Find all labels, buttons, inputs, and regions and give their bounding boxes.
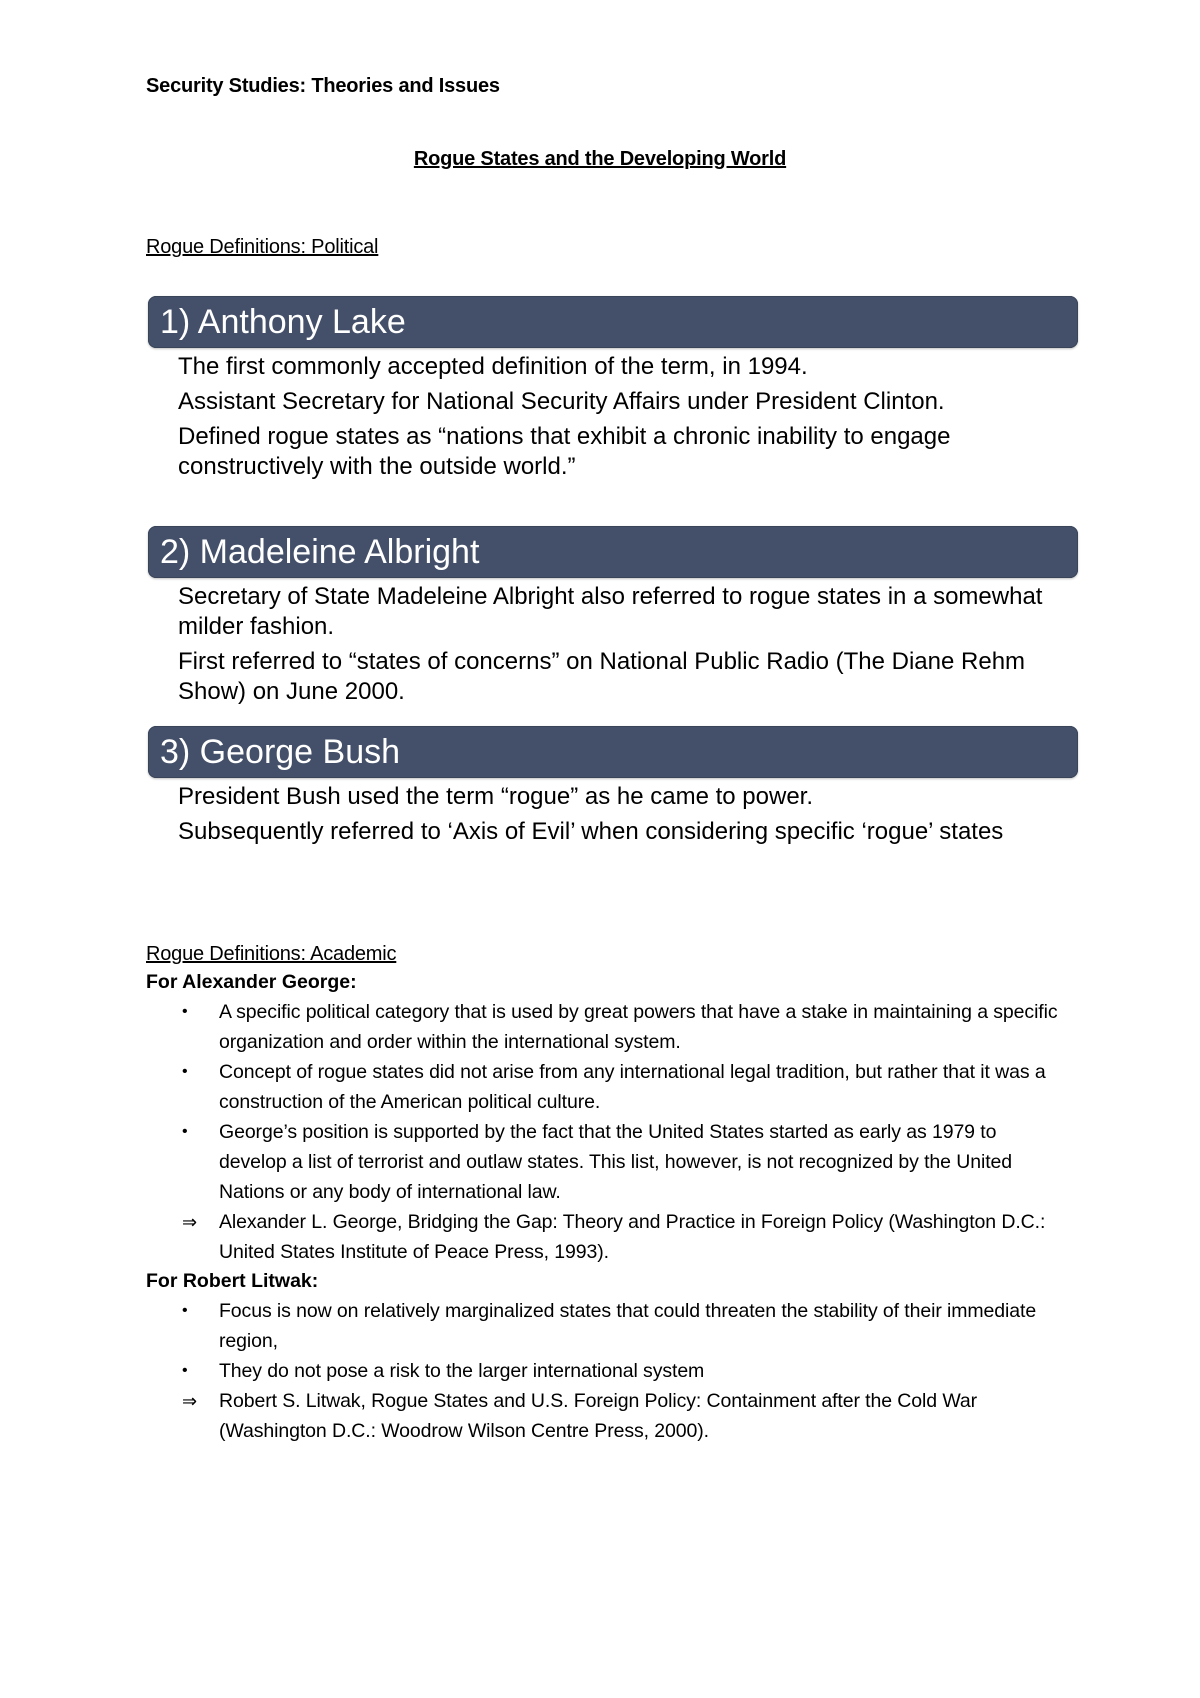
list-item-text: Concept of rogue states did not arise from any international legal tradition, but rather that it was a construction of the American political culture.	[219, 1061, 1046, 1113]
list-item	[146, 1207, 1066, 1267]
section-heading-political: Rogue Definitions: Political	[146, 236, 379, 258]
block-item: The first commonly accepted definition of the term, in 1994.	[178, 353, 808, 380]
author-label: For Alexander George:	[146, 971, 357, 993]
author-label: For Robert Litwak:	[146, 1270, 319, 1292]
list-item	[146, 997, 1066, 1057]
bullet-icon: •	[182, 1362, 188, 1379]
definition-block-lake	[148, 296, 1078, 487]
academic-section	[146, 940, 1066, 1446]
section-heading-academic: Rogue Definitions: Academic	[146, 943, 397, 965]
author-points-list	[146, 1296, 1066, 1446]
bullet-icon: •	[182, 1302, 188, 1319]
list-item-text: A specific political category that is used by great powers that have a stake in maintaining a specific organization and order within the international system.	[219, 1001, 1058, 1053]
block-item: President Bush used the term “rogue” as he came to power.	[178, 783, 814, 810]
arrow-icon: ⇒	[182, 1391, 197, 1411]
bullet-icon: •	[182, 1063, 188, 1080]
list-item-text: They do not pose a risk to the larger international system	[219, 1360, 705, 1382]
document-title: Rogue States and the Developing World	[413, 148, 787, 170]
bullet-icon: •	[182, 1123, 188, 1140]
definition-block-bush	[148, 726, 1078, 852]
list-item	[146, 1117, 1066, 1207]
block-title-banner: 2) Madeleine Albright	[148, 526, 1078, 578]
list-item-text: George’s position is supported by the fact that the United States started as early as 1979 to develop a list of terrorist and outlaw states. This list, however, is not recognized by the United Nations or any body of international law.	[219, 1121, 1013, 1203]
list-item	[146, 1296, 1066, 1356]
block-item: First referred to “states of concerns” on National Public Radio (The Diane Rehm Show) on June 2000.	[178, 648, 1026, 705]
block-item: Secretary of State Madeleine Albright also referred to rogue states in a somewhat milder fashion.	[178, 583, 1043, 640]
document-header: Security Studies: Theories and Issues	[146, 75, 500, 97]
block-item: Subsequently referred to ‘Axis of Evil’ when considering specific ‘rogue’ states	[178, 818, 1004, 845]
block-item: Assistant Secretary for National Security Affairs under President Clinton.	[178, 388, 945, 415]
list-item	[146, 1057, 1066, 1117]
list-item-text: Alexander L. George, Bridging the Gap: Theory and Practice in Foreign Policy (Washington D.C.: United States Institute of Peace Press, 1993).	[219, 1211, 1046, 1263]
block-item: Defined rogue states as “nations that exhibit a chronic inability to engage constructively with the outside world.”	[178, 423, 951, 480]
list-item-text: Focus is now on relatively marginalized states that could threaten the stability of their immediate region,	[219, 1300, 1037, 1352]
definition-block-albright	[148, 526, 1078, 712]
author-points-list	[146, 997, 1066, 1267]
list-item	[146, 1386, 1066, 1446]
list-item-text: Robert S. Litwak, Rogue States and U.S. Foreign Policy: Containment after the Cold War (Washington D.C.: Woodrow Wilson Centre Press, 2000).	[219, 1390, 978, 1442]
bullet-icon: •	[182, 1003, 188, 1020]
arrow-icon: ⇒	[182, 1212, 197, 1232]
block-title-banner: 3) George Bush	[148, 726, 1078, 778]
list-item	[146, 1356, 1066, 1386]
block-title-banner: 1) Anthony Lake	[148, 296, 1078, 348]
